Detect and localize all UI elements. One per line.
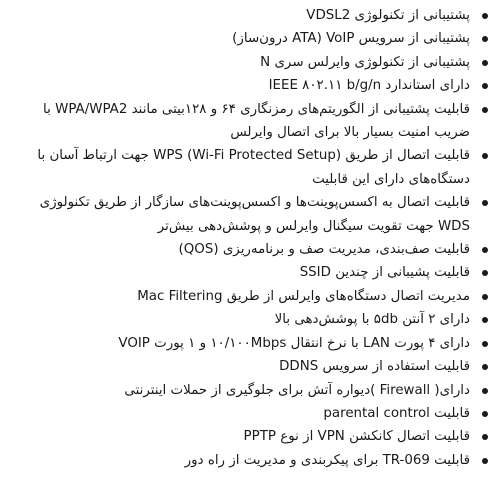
feature-text: پشتیبانی از سرویس VoIP (ATA درون‌ساز) bbox=[232, 31, 470, 47]
feature-text: دارای( Firewall )دیواره آتش برای جلوگیری از حملات اینترنتی bbox=[124, 382, 470, 398]
feature-text: قابلیت اتصال به اکسس‌پوینت‌ها و اکسس‌پوینت‌های سازگار از طریق تکنولوژی WDS جهت تقویت سیگنال وایرلس و پوشش‌دهی بیش‌تر bbox=[39, 195, 470, 234]
feature-item bbox=[18, 51, 470, 74]
feature-item bbox=[18, 98, 470, 145]
bullet-icon bbox=[482, 364, 488, 370]
bullet-icon bbox=[482, 411, 488, 417]
bullet-icon bbox=[482, 153, 488, 159]
feature-item bbox=[18, 308, 470, 331]
feature-item bbox=[18, 449, 470, 472]
bullet-icon bbox=[482, 83, 488, 89]
feature-text: قابلیت پشتیبانی از الگوریتم‌های رمزنگاری ۶۴ و ۱۲۸بیتی مانند WPA/WPA2 با ضریب امنیت بسیار بالا برای اتصال وایرلس bbox=[43, 101, 470, 141]
feature-item bbox=[18, 285, 470, 308]
bullet-icon bbox=[482, 13, 488, 19]
feature-text: پشتیبانی از تکنولوژی وایرلس سری N bbox=[260, 54, 470, 70]
bullet-icon bbox=[482, 247, 488, 253]
feature-text: قابلیت parental control bbox=[323, 405, 470, 421]
feature-text: مدیریت اتصال دستگاه‌های وایرلس از طریق Mac Filtering bbox=[137, 288, 470, 304]
feature-item bbox=[18, 425, 470, 448]
feature-text: قابلیت اتصال کانکشن VPN از نوع PPTP bbox=[243, 429, 470, 445]
bullet-icon bbox=[482, 270, 488, 276]
bullet-icon bbox=[482, 107, 488, 113]
feature-item bbox=[18, 238, 470, 261]
bullet-icon bbox=[482, 317, 488, 323]
feature-text: قابلیت صف‌بندی، مدیریت صف و برنامه‌ریزی (QOS) bbox=[178, 242, 470, 258]
feature-text: پشتیبانی از تکنولوژی VDSL2 bbox=[306, 8, 470, 23]
feature-item bbox=[18, 191, 470, 238]
feature-list bbox=[18, 4, 470, 472]
bullet-icon bbox=[482, 458, 488, 464]
feature-text: قابلیت اتصال از طریق WPS (Wi-Fi Protected Setup) جهت ارتباط آسان با دستگاه‌های دارای این قابلیت bbox=[37, 148, 470, 187]
bullet-icon bbox=[482, 434, 488, 440]
bullet-icon bbox=[482, 341, 488, 347]
feature-text: قابلیت TR-069 برای پیکربندی و مدیریت از راه دور bbox=[184, 452, 470, 468]
feature-item bbox=[18, 355, 470, 378]
bullet-icon bbox=[482, 294, 488, 300]
feature-text: دارای ۲ آنتن ۵db با پوشش‌دهی بالا bbox=[274, 312, 470, 328]
feature-item bbox=[18, 402, 470, 425]
bullet-icon bbox=[482, 36, 488, 42]
feature-text: دارای استاندارد IEEE ۸۰۲.۱۱ b/g/n bbox=[268, 78, 470, 94]
feature-item bbox=[18, 261, 470, 284]
feature-item bbox=[18, 74, 470, 97]
feature-item bbox=[18, 379, 470, 402]
feature-item bbox=[18, 144, 470, 191]
bullet-icon bbox=[482, 60, 488, 66]
feature-text: دارای ۴ پورت LAN با نرخ انتقال ۱۰/۱۰۰Mbps و ۱ پورت VOIP bbox=[118, 335, 470, 351]
feature-item bbox=[18, 4, 470, 27]
bullet-icon bbox=[482, 388, 488, 394]
feature-item bbox=[18, 332, 470, 355]
feature-text: قابلیت پشیبانی از چندین SSID bbox=[299, 265, 470, 281]
bullet-icon bbox=[482, 200, 488, 206]
feature-item bbox=[18, 27, 470, 50]
feature-text: قابلیت استفاده از سرویس DDNS bbox=[279, 359, 470, 375]
